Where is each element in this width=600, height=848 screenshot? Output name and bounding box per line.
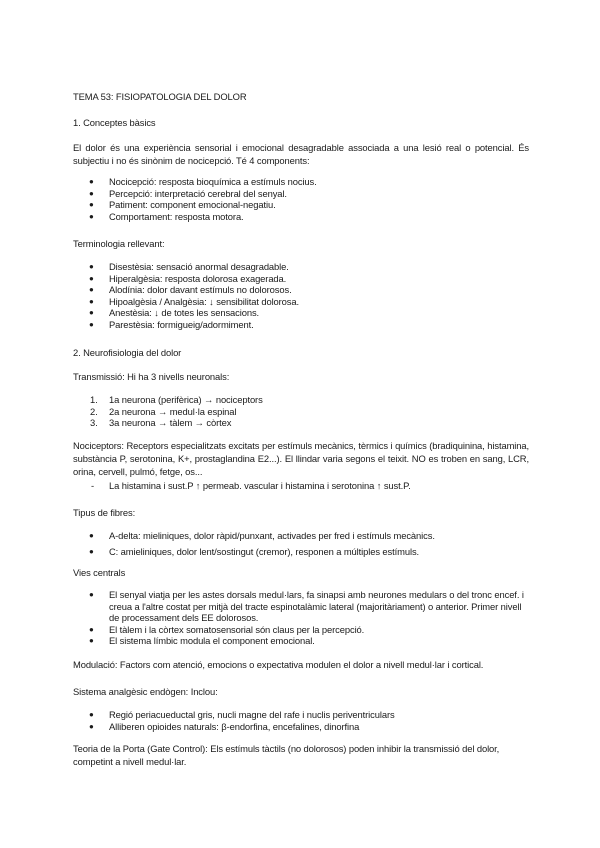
components-list — [0, 176, 600, 222]
list-item: ● Patiment: component emocional-negatiu. — [89, 199, 276, 211]
section-1-heading: 1. Conceptes bàsics — [73, 117, 156, 128]
list-item: ● Anestèsia: ↓ de totes les sensacions. — [89, 307, 260, 319]
bullet-icon: ● — [89, 177, 94, 186]
list-item: 2. 2a neurona → medul·la espinal — [90, 405, 237, 417]
list-item: ● El sistema límbic modula el component emocional. — [89, 635, 315, 647]
bullet-icon: ● — [89, 636, 94, 646]
bullet-icon: ● — [89, 590, 94, 599]
terminology-heading: Terminologia rellevant: — [73, 238, 165, 249]
bullet-icon: ● — [89, 211, 94, 221]
list-item: ● Parestèsia: formigueig/adormiment. — [89, 318, 254, 330]
nociceptors-note-list — [0, 480, 600, 492]
section-1-intro: El dolor és una experiència sensorial i emocional desagradable associada a una lesió real o potencial. És subjectiu i no és sinònim de nocicepció. Té 4 components: — [73, 142, 529, 166]
bullet-icon: ● — [89, 710, 94, 719]
bullet-icon: ● — [89, 531, 94, 540]
page-title: TEMA 53: FISIOPATOLOGIA DEL DOLOR — [73, 91, 247, 102]
list-item: ● Disestèsia: sensació anormal desagradable. — [89, 261, 289, 272]
list-item: ● Hipoalgèsia / Analgèsia: ↓ sensibilitat dolorosa. — [89, 295, 300, 307]
list-item: - La histamina i sust.P ↑ permeab. vascular i histamina i serotonina ↑ sust.P. — [91, 480, 411, 491]
list-item: 1. 1a neurona (perifèrica) → nociceptors — [90, 394, 263, 405]
list-item: ● C: amieliniques, dolor lent/sostingut (cremor), responen a múltiples estímuls. — [89, 545, 420, 557]
bullet-icon: ● — [89, 296, 94, 306]
bullet-icon: ● — [89, 188, 94, 198]
bullet-icon: ● — [89, 285, 94, 295]
bullet-icon: ● — [89, 546, 94, 556]
section-2-heading: 2. Neurofisiologia del dolor — [73, 347, 182, 358]
transmission-text: Transmissió: Hi ha 3 nivells neuronals: — [73, 371, 230, 382]
nociceptors-paragraph: Nociceptors: Receptors especialitzats excitats per estímuls mecànics, tèrmics i químics (bradiquinina, histamina, substància P, serotonina, K+, prostaglandina E2...). El llindar varia segons el teixit. NO es troben en sang, LCR, orina, cervell, pulmó, fetge, os... — [73, 440, 529, 477]
list-item: ● El tàlem i la còrtex somatosensorial són claus per la percepció. — [89, 623, 365, 635]
list-item: ● Nocicepció: resposta bioquímica a estímuls nocius. — [89, 176, 317, 187]
bullet-icon: ● — [89, 319, 94, 329]
bullet-icon: ● — [89, 200, 94, 210]
gate-control-paragraph: Teoria de la Porta (Gate Control): Els estímuls tàctils (no dolorosos) poden inhibir la transmissió del dolor, competint a nivell medul·lar. — [73, 743, 500, 767]
list-item: ● A-delta: mieliniques, dolor ràpid/punxant, activades per fred i estímuls mecànics. — [89, 530, 435, 541]
dash-marker: - — [91, 480, 95, 491]
list-item: ● Regió periacueductal gris, nucli magne del rafe i nuclis periventriculars — [89, 709, 395, 720]
bullet-icon: ● — [89, 721, 94, 731]
fibres-heading: Tipus de fibres: — [73, 507, 136, 518]
terminology-list — [0, 261, 600, 331]
fibres-list — [0, 530, 600, 557]
central-pathways-heading: Vies centrals — [73, 567, 126, 578]
list-item: ● Comportament: resposta motora. — [89, 210, 244, 222]
list-item: ● Percepció: interpretació cerebral del senyal. — [89, 187, 287, 199]
bullet-icon: ● — [89, 262, 94, 271]
list-item: ● El senyal viatja per les astes dorsals medul·lars, fa sinapsi amb neurones medulars o del tronc encef. i creua a l'altre costat per mitjà del tracte espinotalàmic lateral (majoritàriament) o anterior. Primer nivell de processament dels EE dolorosos. — [89, 589, 524, 624]
modulation-paragraph: Modulació: Factors com atenció, emocions o expectativa modulen el dolor a nivell medul·lar i cortical. — [73, 659, 484, 670]
bullet-icon: ● — [89, 308, 94, 318]
bullet-icon: ● — [89, 273, 94, 283]
list-item: 3. 3a neurona → tàlem → còrtex — [90, 417, 232, 429]
list-item: ● Alodínia: dolor davant estímuls no dolorosos. — [89, 284, 292, 296]
analgesic-system-list — [0, 709, 600, 732]
central-pathways-list — [0, 589, 600, 647]
bullet-icon: ● — [89, 624, 94, 634]
list-item: ● Hiperalgèsia: resposta dolorosa exagerada. — [89, 272, 287, 284]
analgesic-system-heading: Sistema analgèsic endògen: Inclou: — [73, 686, 218, 697]
list-item: ● Alliberen opioides naturals: β-endorfina, encefalines, dinorfina — [89, 720, 360, 732]
neuron-levels-list — [0, 394, 600, 429]
